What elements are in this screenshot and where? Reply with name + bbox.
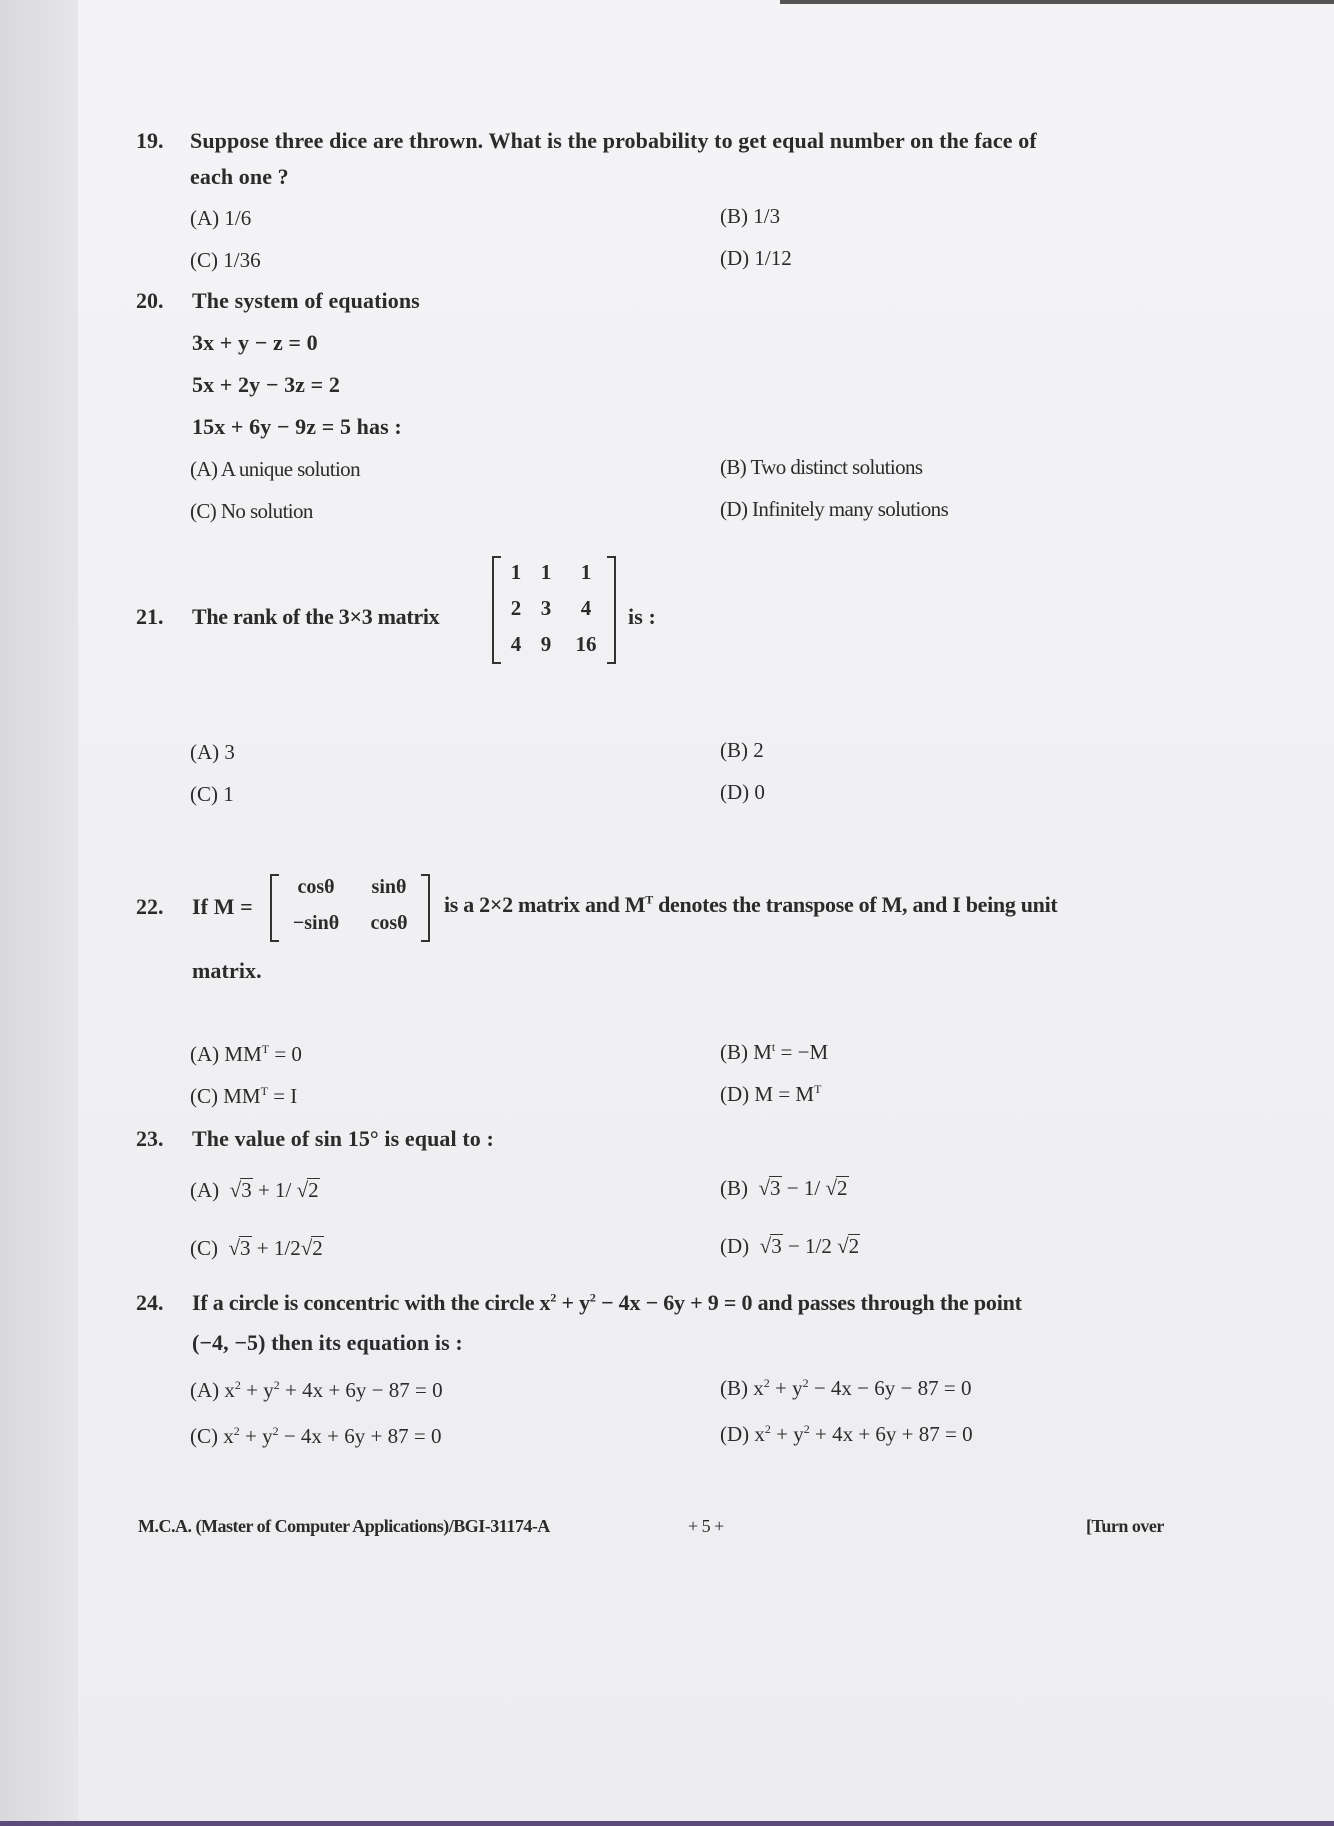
question-text: The system of equations: [192, 288, 420, 313]
option-d: [720, 1082, 821, 1107]
question-number: 21.: [136, 604, 164, 629]
matrix-cell: 4: [510, 632, 522, 656]
question-text-after: is :: [628, 604, 656, 629]
text-part: + y: [556, 1290, 590, 1315]
text-part: (D) M = M: [720, 1082, 815, 1106]
superscript: 2: [550, 1290, 557, 1305]
option-c: (C) 1/36: [190, 248, 261, 272]
footer-course-code: M.C.A. (Master of Computer Applications)/BGI-31174-A: [138, 1516, 550, 1536]
matrix-cell: 1: [580, 560, 592, 584]
option-b: (B) 2: [720, 738, 764, 762]
superscript: 2: [764, 1422, 771, 1436]
superscript: T: [261, 1042, 270, 1056]
option-b: (B) √3 − 1/ √2: [720, 1176, 848, 1200]
superscript: T: [814, 1082, 822, 1096]
option-c: (C) No solution: [190, 499, 313, 523]
superscript: 2: [233, 1424, 240, 1438]
option-a: [190, 1378, 443, 1403]
equation-2: 5x + 2y − 3z = 2: [192, 372, 340, 397]
option-b: [720, 1376, 971, 1401]
matrix-cell: 2: [510, 596, 522, 620]
question-text: The rank of the 3×3 matrix: [192, 604, 440, 629]
option-d: (D) 0: [720, 780, 765, 804]
question-number: 22.: [136, 894, 164, 919]
text-part: (B) M: [720, 1040, 772, 1064]
right-bracket: [607, 556, 616, 664]
radicand: 2: [312, 1236, 323, 1260]
option-a: (A) 3: [190, 740, 235, 764]
option-d: (D) Infinitely many solutions: [720, 497, 949, 521]
text-part: (D) x: [720, 1422, 765, 1446]
matrix-cell: cosθ: [370, 912, 408, 934]
option-a: [190, 1042, 302, 1067]
matrix-cell: cosθ: [297, 876, 335, 898]
option-d: (D) √3 − 1/2 √2: [720, 1234, 860, 1258]
text-part: + y: [239, 1424, 273, 1448]
superscript: 2: [803, 1422, 810, 1436]
option-c: [190, 1424, 441, 1449]
page-left-edge: [0, 0, 78, 1826]
text-part: − 4x − 6y + 9 = 0 and passes through the point: [595, 1290, 1022, 1315]
text-part: + 1/2: [251, 1236, 301, 1260]
question-number: 19.: [136, 128, 164, 153]
question-text: [444, 892, 1057, 918]
matrix-cell: 3: [540, 596, 552, 620]
option-c: (C) √3 + 1/2√2: [190, 1236, 323, 1260]
option-b: [720, 1040, 828, 1065]
footer-turn-over: [Turn over: [1086, 1516, 1164, 1536]
text-part: − 1/: [781, 1176, 826, 1200]
matrix-cell: 1: [510, 560, 522, 584]
text-part: + y: [770, 1422, 804, 1446]
radicand: 3: [240, 1236, 251, 1260]
text-part: (A) x: [190, 1378, 235, 1402]
bottom-rule: [0, 1821, 1334, 1826]
text-part: (B) x: [720, 1376, 764, 1400]
superscript: t: [771, 1040, 776, 1054]
question-number: 20.: [136, 288, 164, 313]
question-text: matrix.: [192, 958, 262, 983]
text-part: = 0: [269, 1042, 302, 1066]
matrix-2x2: [270, 874, 430, 942]
text-part: − 4x + 6y + 87 = 0: [278, 1424, 442, 1448]
option-d: (D) 1/12: [720, 246, 792, 270]
text-part: + 4x + 6y + 87 = 0: [809, 1422, 973, 1446]
text-part: is a 2×2 matrix and M: [444, 892, 646, 917]
text-part: (A) MM: [190, 1042, 262, 1066]
equation-3: 15x + 6y − 9z = 5 has :: [192, 414, 402, 439]
option-c: (C) 1: [190, 782, 234, 806]
option-c: [190, 1084, 297, 1109]
question-text: If M =: [192, 894, 253, 919]
option-label: (B): [720, 1176, 748, 1200]
text-part: (C) MM: [190, 1084, 261, 1108]
option-a: (A) √3 + 1/ √2: [190, 1178, 319, 1202]
matrix-3x3: [492, 556, 616, 664]
question-text: [192, 1290, 1022, 1316]
question-number: 23.: [136, 1126, 164, 1151]
superscript: 2: [273, 1378, 280, 1392]
radicand: 2: [837, 1176, 848, 1200]
radicand: 2: [848, 1234, 860, 1258]
superscript: T: [645, 892, 653, 907]
superscript: 2: [234, 1378, 241, 1392]
superscript: 2: [802, 1376, 809, 1390]
radicand: 3: [770, 1176, 781, 1200]
radicand: 3: [241, 1178, 252, 1202]
radicand: 3: [771, 1234, 782, 1258]
text-part: − 4x − 6y − 87 = 0: [808, 1376, 972, 1400]
text-part: + y: [769, 1376, 803, 1400]
question-number: 24.: [136, 1290, 164, 1315]
text-part: − 1/2: [782, 1234, 838, 1258]
superscript: T: [260, 1084, 268, 1098]
matrix-cell: −sinθ: [292, 912, 340, 934]
superscript: 2: [272, 1424, 279, 1438]
question-text: (−4, −5) then its equation is :: [192, 1330, 463, 1355]
text-part: + 1/: [252, 1178, 297, 1202]
matrix-cell: 1: [540, 560, 552, 584]
question-text: The value of sin 15° is equal to :: [192, 1126, 494, 1151]
text-part: = −M: [775, 1040, 829, 1064]
option-label: (C): [190, 1236, 218, 1260]
option-a: (A) A unique solution: [190, 457, 360, 481]
superscript: 2: [589, 1290, 596, 1305]
top-rule: [780, 0, 1334, 4]
equation-1: 3x + y − z = 0: [192, 330, 318, 355]
text-part: (C) x: [190, 1424, 234, 1448]
text-part: + 4x + 6y − 87 = 0: [279, 1378, 443, 1402]
left-bracket: [492, 556, 501, 664]
option-label: (A): [190, 1178, 220, 1202]
text-part: = I: [267, 1084, 298, 1108]
text-part: denotes the transpose of M, and I being unit: [652, 892, 1058, 917]
matrix-cell: 9: [540, 632, 552, 656]
matrix-cell: 16: [575, 632, 597, 656]
matrix-cell: sinθ: [371, 876, 407, 898]
matrix-cell: 4: [580, 596, 592, 620]
option-b: (B) 1/3: [720, 204, 781, 228]
option-d: [720, 1422, 973, 1447]
text-part: If a circle is concentric with the circle x: [192, 1290, 551, 1315]
option-b: (B) Two distinct solutions: [720, 455, 923, 479]
footer-page-number: + 5 +: [688, 1516, 724, 1536]
radicand: 2: [308, 1178, 319, 1202]
question-text: each one ?: [190, 164, 289, 189]
option-label: (D): [720, 1234, 750, 1258]
text-part: + y: [240, 1378, 274, 1402]
option-a: (A) 1/6: [190, 206, 252, 230]
superscript: 2: [763, 1376, 770, 1390]
question-text: Suppose three dice are thrown. What is the probability to get equal number on the face of: [190, 128, 1037, 153]
